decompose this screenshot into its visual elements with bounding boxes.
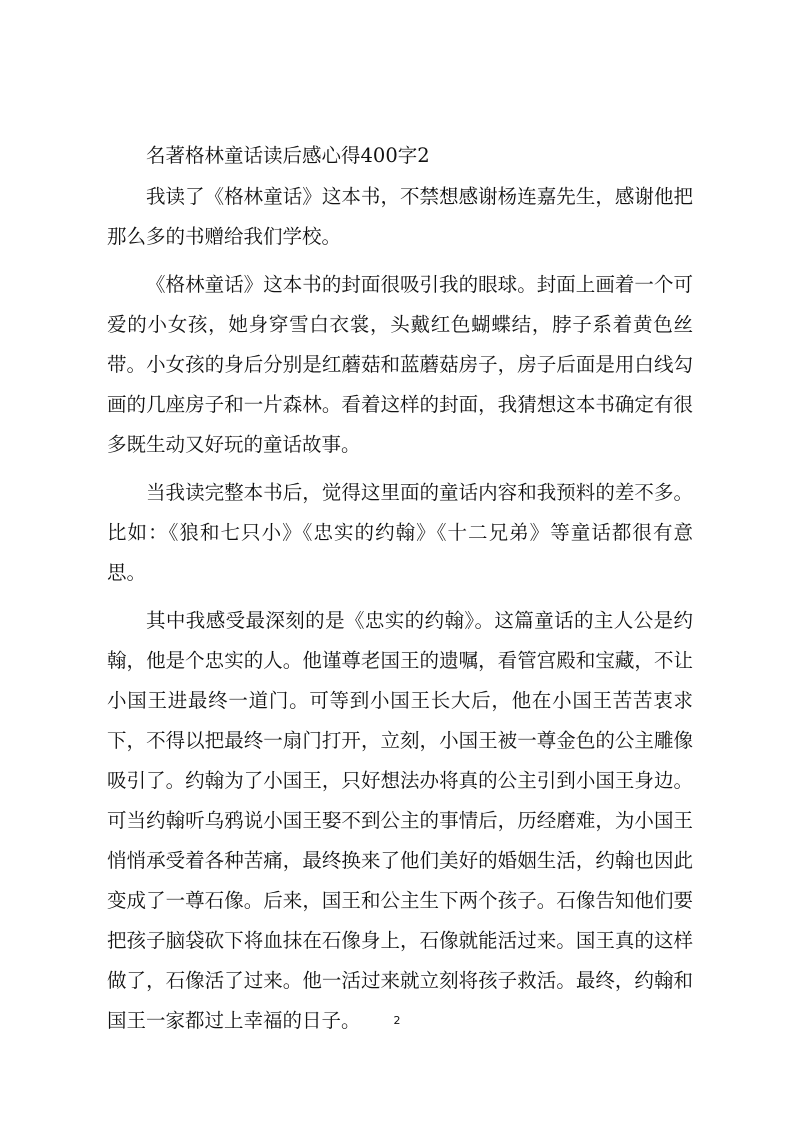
paragraph-3: 当我读完整本书后，觉得这里面的童话内容和我预料的差不多。比如：《狼和七只小》《忠实的约翰》《十二兄弟》等童话都很有意思。 bbox=[107, 481, 693, 584]
page-number: 2 bbox=[393, 1014, 401, 1027]
paragraph-4: 其中我感受最深刻的是《忠实的约翰》。这篇童话的主人公是约翰，他是个忠实的人。他谨尊老国王的遗嘱，看管宫殿和宝藏，不让小国王进最终一道门。可等到小国王长大后，他在小国王苦苦衷求下，不得以把最终一扇门打开，立刻，小国王被一尊金色的公主雕像吸引了。约翰为了小国王，只好想法办将真的公主引到小国王身边。可当约翰听乌鸦说小国王娶不到公主的事情后，历经磨难，为小国王悄悄承受着各种苦痛，最终换来了他们美好的婚姻生活，约翰也因此变成了一尊石像。后来，国王和公主生下两个孩子。石像告知他们要把孩子脑袋砍下将血抹在石像身上，石像就能活过来。国王真的这样做了，石像活了过来。他一活过来就立刻将孩子救活。最终，约翰和国王一家都过上幸福的日子。 bbox=[107, 609, 693, 1032]
paragraph-2: 《格林童话》这本书的封面很吸引我的眼球。封面上画着一个可爱的小女孩，她身穿雪白衣裳，头戴红色蝴蝶结，脖子系着黄色丝带。小女孩的身后分别是红蘑菇和蓝蘑菇房子，房子后面是用白线勾画的几座房子和一片森林。看着这样的封面，我猜想这本书确定有很多既生动又好玩的童话故事。 bbox=[107, 273, 693, 456]
document-title: 名著格林童话读后感心得400字2 bbox=[146, 144, 430, 167]
document-body bbox=[107, 137, 693, 1049]
paragraph-1: 我读了《格林童话》这本书，不禁想感谢杨连嘉先生，感谢他把那么多的书赠给我们学校。 bbox=[107, 185, 693, 248]
